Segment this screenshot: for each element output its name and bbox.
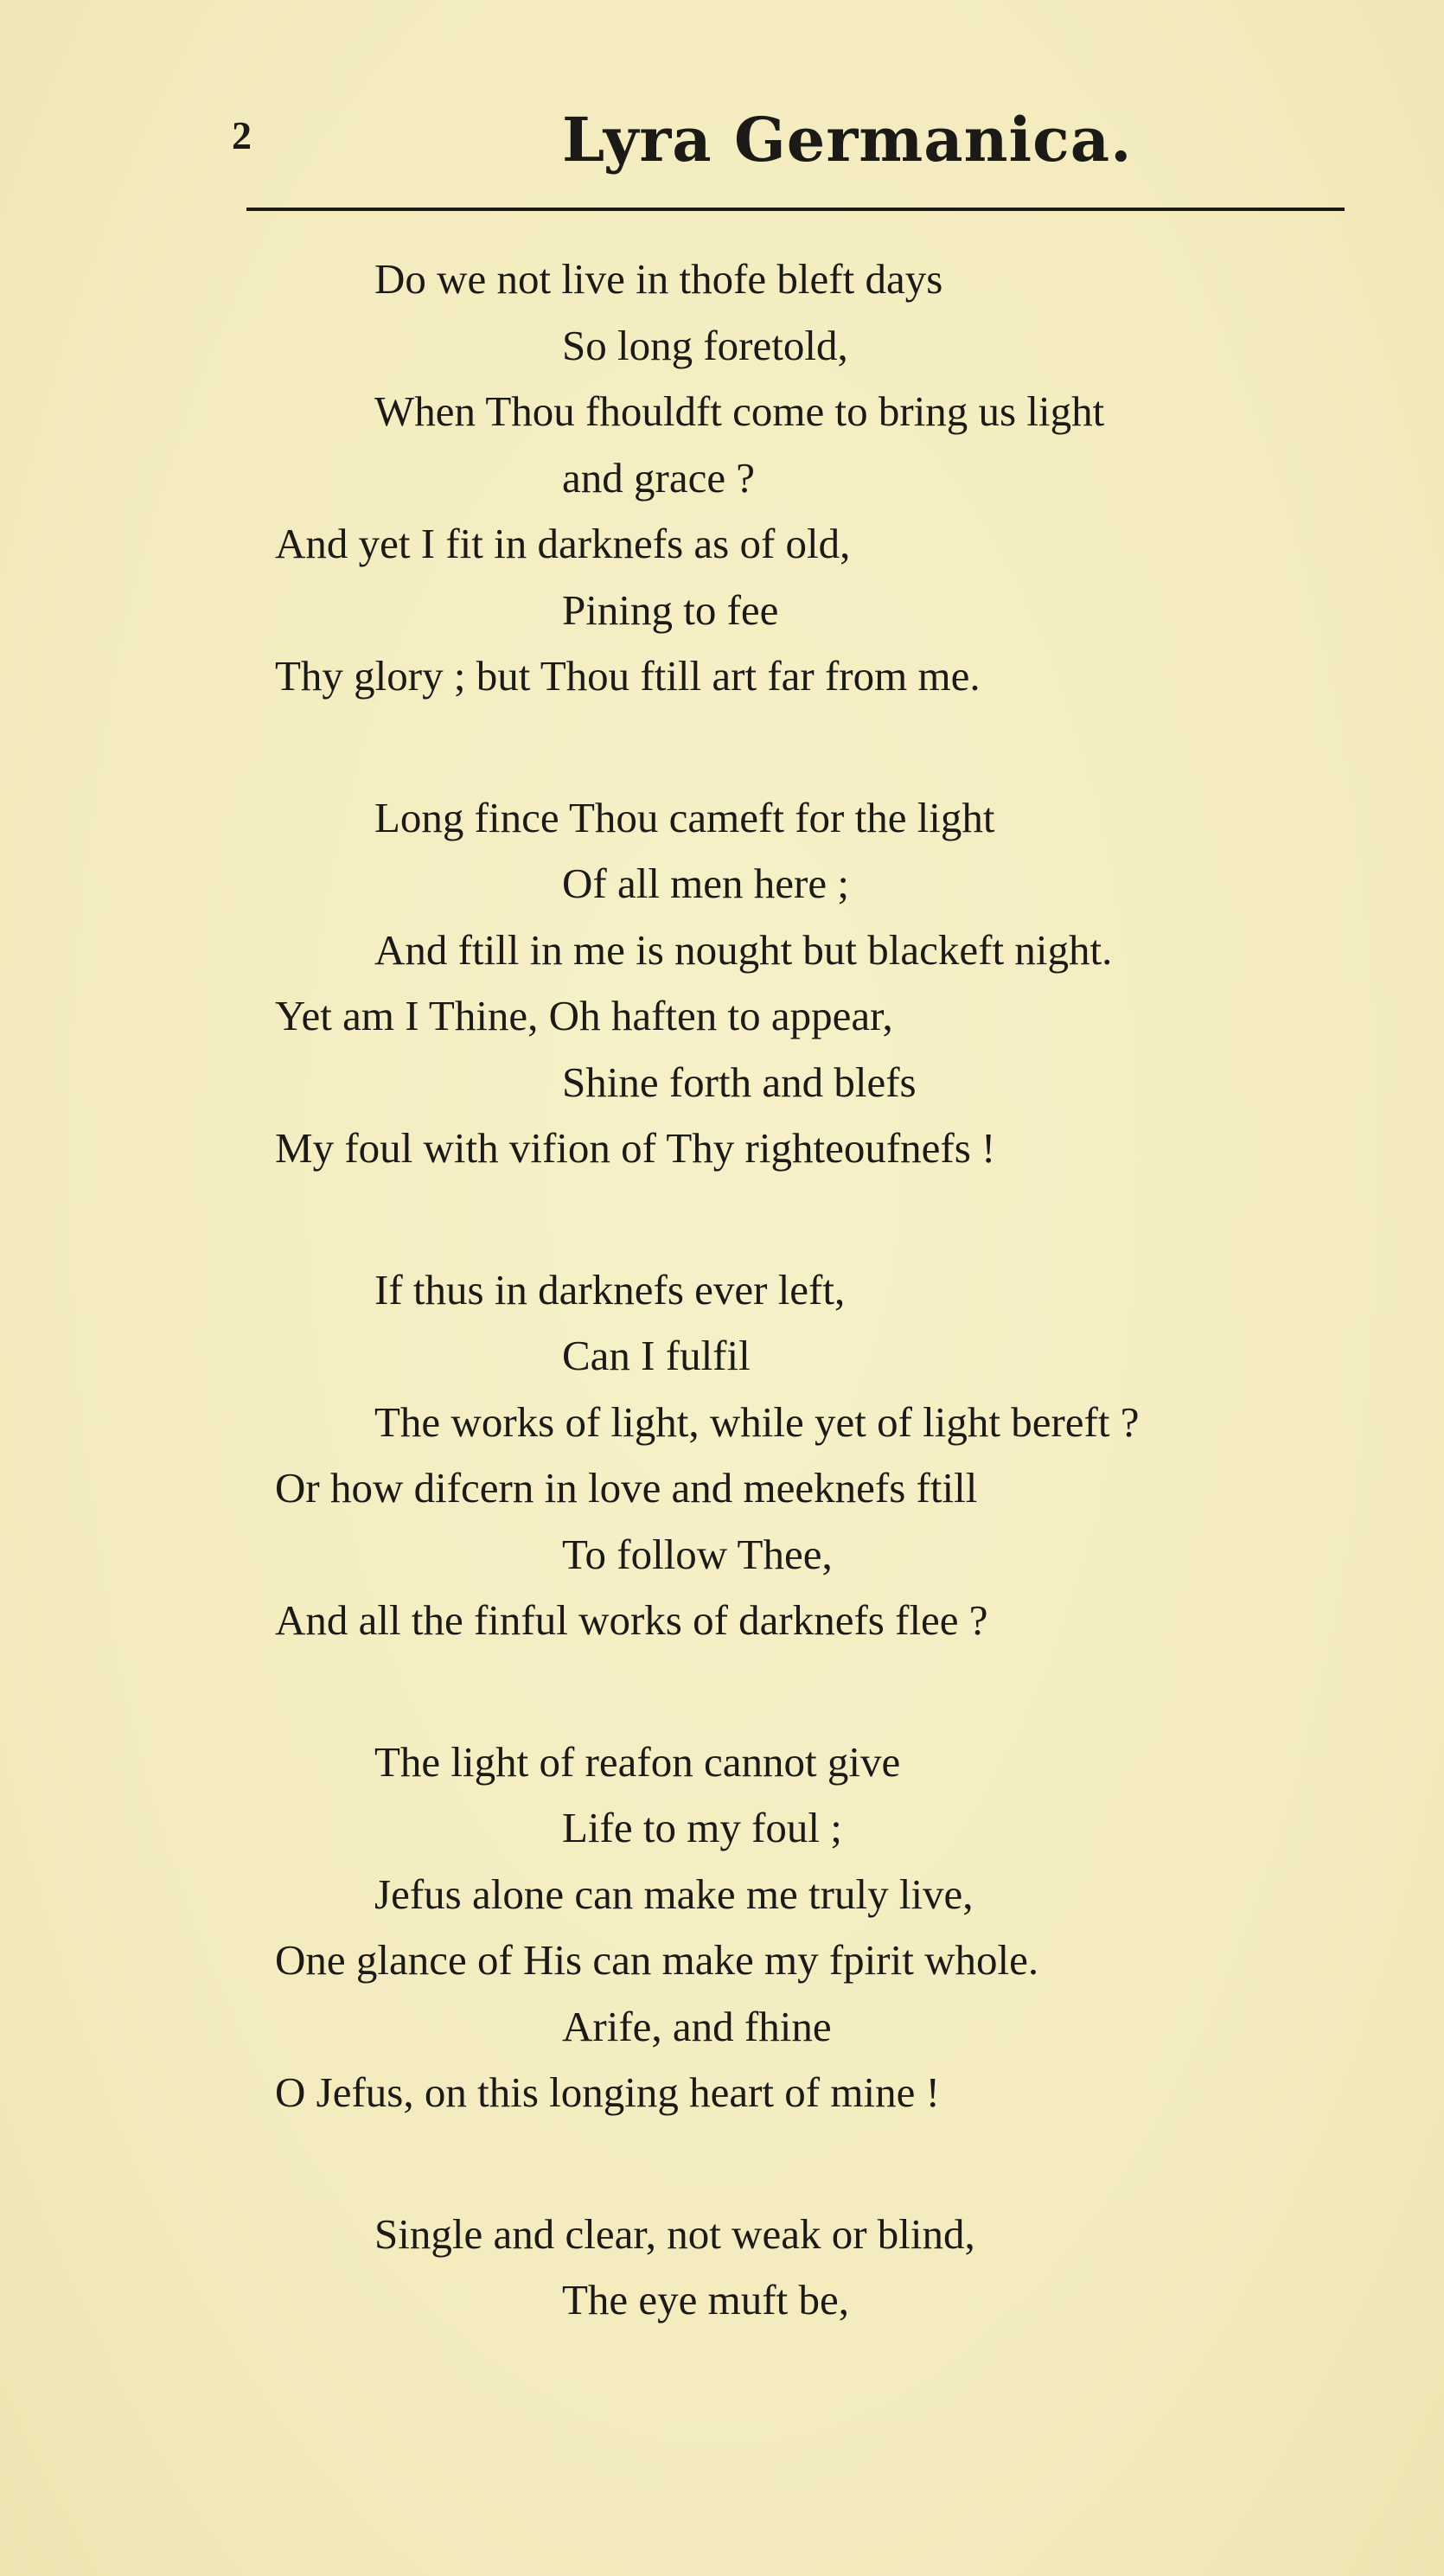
poem-line: The works of light, while yet of light bereft ? <box>374 1397 1140 1446</box>
poem-line: Life to my foul ; <box>562 1804 842 1851</box>
poem-line: And all the finful works of darknefs flee ? <box>275 1596 988 1644</box>
running-title: Lyra Germanica. <box>562 104 1133 176</box>
poem-line: Yet am I Thine, Oh haften to appear, <box>275 992 893 1039</box>
poem-line: To follow Thee, <box>562 1530 833 1578</box>
poem-line: and grace ? <box>562 453 756 502</box>
poem-line: Shine forth and blefs <box>562 1058 917 1106</box>
poem-line: Can I fulfil <box>562 1332 751 1379</box>
header-rule <box>246 208 1345 211</box>
poem-line: When Thou fhouldft come to bring us light <box>374 387 1105 435</box>
poem-line: So long foretold, <box>562 321 848 369</box>
poem-line: Pining to fee <box>562 585 779 634</box>
poem-line: Long fince Thou cameft for the light <box>374 793 995 841</box>
page-header <box>0 104 1444 199</box>
poem-line: Arife, and fhine <box>562 2002 832 2050</box>
poem-line: One glance of His can make my fpirit whole. <box>275 1936 1039 1984</box>
poem-line: Thy glory ; but Thou ftill art far from me. <box>275 652 981 700</box>
poem-line: Single and clear, not weak or blind, <box>374 2209 975 2258</box>
stanza-3 <box>0 1257 1444 1654</box>
page-number: 2 <box>232 113 252 157</box>
poem-line: Jefus alone can make me truly live, <box>374 1870 974 1918</box>
poem-line: Or how difcern in love and meeknefs ftill <box>275 1464 978 1512</box>
poem-line: The light of reafon cannot give <box>374 1737 901 1786</box>
stanza-2 <box>0 785 1444 1182</box>
stanza-4 <box>0 1729 1444 2126</box>
poem-line: Of all men here ; <box>562 860 849 907</box>
stanza-1 <box>0 246 1444 710</box>
poem-line: And ftill in me is nought but blackeft night. <box>374 925 1113 974</box>
poem-line: Do we not live in thofe bleft days <box>374 255 943 303</box>
poem-line: If thus in darknefs ever left, <box>374 1265 846 1314</box>
poem-line: O Jefus, on this longing heart of mine ! <box>275 2068 940 2116</box>
poem-body <box>0 246 1444 2409</box>
poem-line: My foul with vifion of Thy righteoufnefs ! <box>275 1124 996 1172</box>
poem-line: And yet I fit in darknefs as of old, <box>275 520 851 567</box>
poem-line: The eye muft be, <box>562 2276 849 2324</box>
stanza-5 <box>0 2202 1444 2334</box>
